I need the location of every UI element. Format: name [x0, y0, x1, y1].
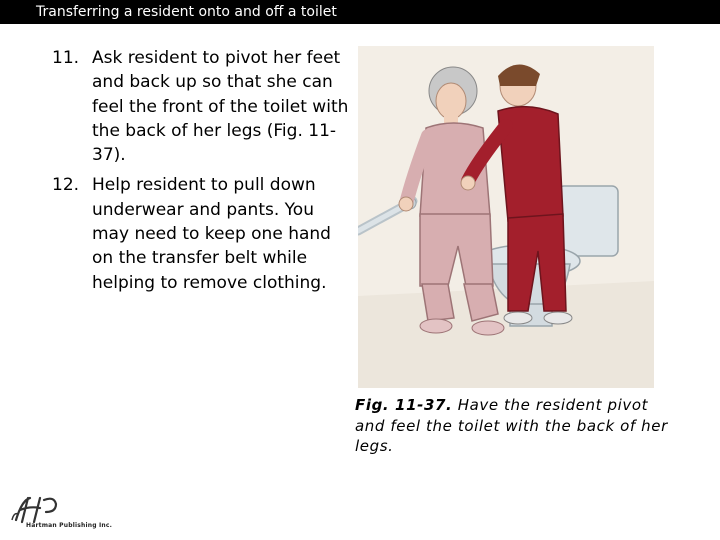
figure-illustration [358, 46, 654, 388]
figure-caption [355, 395, 675, 457]
title-bar [0, 0, 720, 24]
step-text: Help resident to pull down underwear and pants. You may need to keep one hand on the transfer belt while helping to remove clothing. [92, 175, 331, 293]
figure-caption-text: Have the resident pivot and feel the toilet with the back of her legs. [355, 396, 668, 455]
step-text: Ask resident to pivot her feet and back up so that she can feel the front of the toilet with the back of her legs (Fig. 11-37). [92, 48, 349, 166]
step-11 [52, 46, 352, 167]
step-number: 12. [52, 175, 80, 196]
publisher-logo [10, 494, 113, 534]
step-number: 11. [52, 48, 80, 68]
page-title: Transferring a resident onto and off a toilet [36, 4, 337, 20]
publisher-name: Hartman Publishing Inc. [26, 522, 113, 529]
steps-list [52, 46, 352, 301]
illustration-toilet-transfer [358, 46, 654, 388]
figure-label: Fig. 11-37. [355, 396, 453, 414]
step-12 [52, 173, 352, 294]
